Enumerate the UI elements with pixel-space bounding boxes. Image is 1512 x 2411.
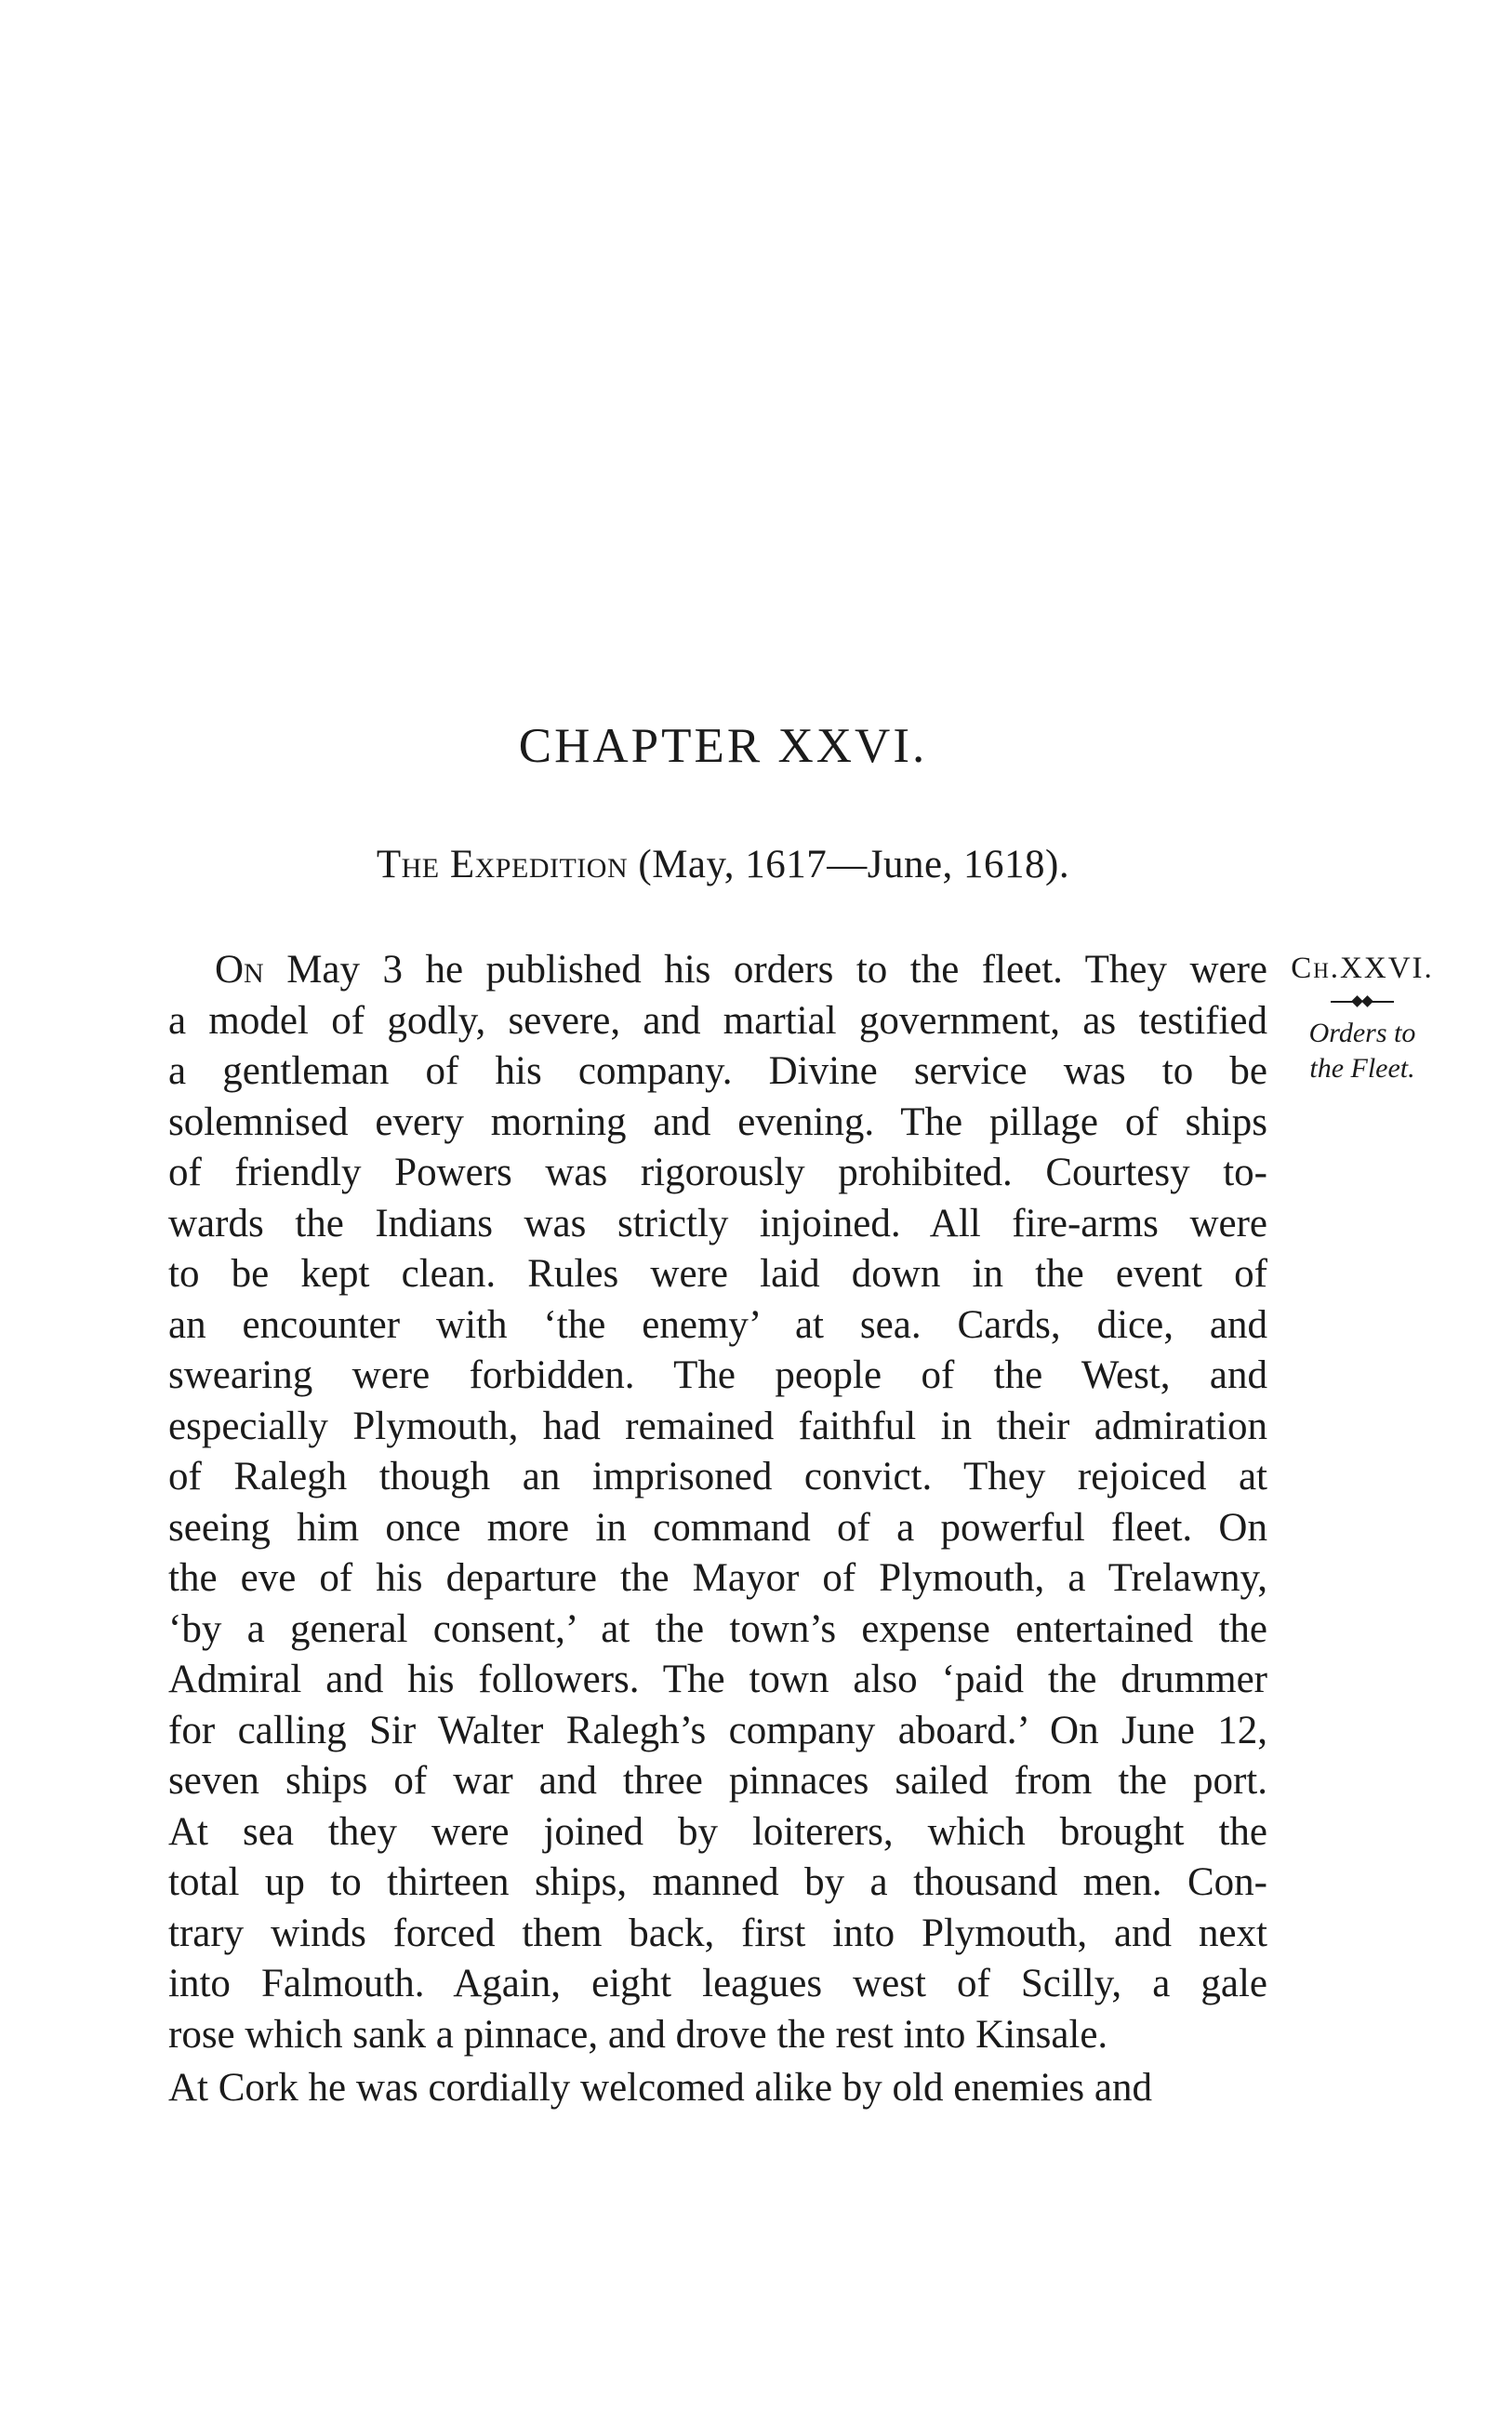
- text-line: On May 3 he published his orders to the fleet. They were: [215, 948, 1267, 992]
- chapter-subtitle: [0, 842, 1446, 887]
- margin-label-line2: the Fleet.: [1309, 1053, 1415, 1084]
- text-line: to be kept clean. Rules were laid down in the event of: [168, 1252, 1267, 1296]
- text-line: of friendly Powers was rigorously prohibited. Courtesy to-: [168, 1151, 1267, 1194]
- text-line: swearing were forbidden. The people of the West, and: [168, 1353, 1267, 1397]
- text-line: trary winds forced them back, first into Plymouth, and next: [168, 1911, 1267, 1955]
- chapter-title: CHAPTER XXVI.: [518, 719, 928, 773]
- text-line: of Ralegh though an imprisoned convict. They rejoiced at: [168, 1455, 1267, 1499]
- text-line: Admiral and his followers. The town also ‘paid the drummer: [168, 1658, 1267, 1701]
- margin-label-line1: Orders to: [1308, 1018, 1416, 1048]
- margin-chapter-ref: Ch.XXVI.: [1291, 952, 1434, 985]
- text-line: At sea they were joined by loiterers, which brought the: [168, 1809, 1267, 1854]
- margin-note: [1274, 951, 1451, 1083]
- text-line: seven ships of war and three pinnaces sailed from the port.: [168, 1759, 1267, 1803]
- ornament-icon: [1325, 992, 1399, 1012]
- text-line: for calling Sir Walter Ralegh’s company aboard.’ On June 12,: [168, 1708, 1267, 1752]
- text-line: the eve of his departure the Mayor of Plymouth, a Trelawny,: [168, 1556, 1267, 1600]
- paragraph-orders: [168, 945, 1267, 2060]
- text-line: rose which sank a pinnace, and drove the rest into Kinsale.: [168, 2012, 1108, 2057]
- text-line: total up to thirteen ships, manned by a thousand men. Con-: [168, 1860, 1267, 1904]
- text-line: a gentleman of his company. Divine service was to be: [168, 1049, 1267, 1093]
- text-line: At Cork he was cordially welcomed alike by old enemies and: [168, 2066, 1152, 2110]
- text-line: ‘by a general consent,’ at the town’s expense entertained the: [168, 1606, 1267, 1651]
- text-line: into Falmouth. Again, eight leagues west of Scilly, a gale: [168, 1962, 1267, 2005]
- text-line: wards the Indians was strictly injoined. All fire-arms were: [168, 1201, 1267, 1245]
- subtitle-expedition: Expedition: [449, 843, 629, 886]
- body-text: [168, 945, 1267, 2114]
- paragraph-cork: [168, 2063, 1267, 2114]
- opening-word: On: [215, 948, 264, 992]
- text-line: a model of godly, severe, and martial government, as testified: [168, 998, 1267, 1043]
- subtitle-dates: (May, 1617—June, 1618).: [638, 843, 1070, 886]
- text-line: solemnised every morning and evening. The pillage of ships: [168, 1099, 1267, 1144]
- text-line: seeing him once more in command of a powerful fleet. On: [168, 1505, 1267, 1550]
- text-line: an encounter with ‘the enemy’ at sea. Cards, dice, and: [168, 1302, 1267, 1347]
- subtitle-the: The: [376, 843, 440, 886]
- text-line: especially Plymouth, had remained faithful in their admiration: [168, 1404, 1267, 1448]
